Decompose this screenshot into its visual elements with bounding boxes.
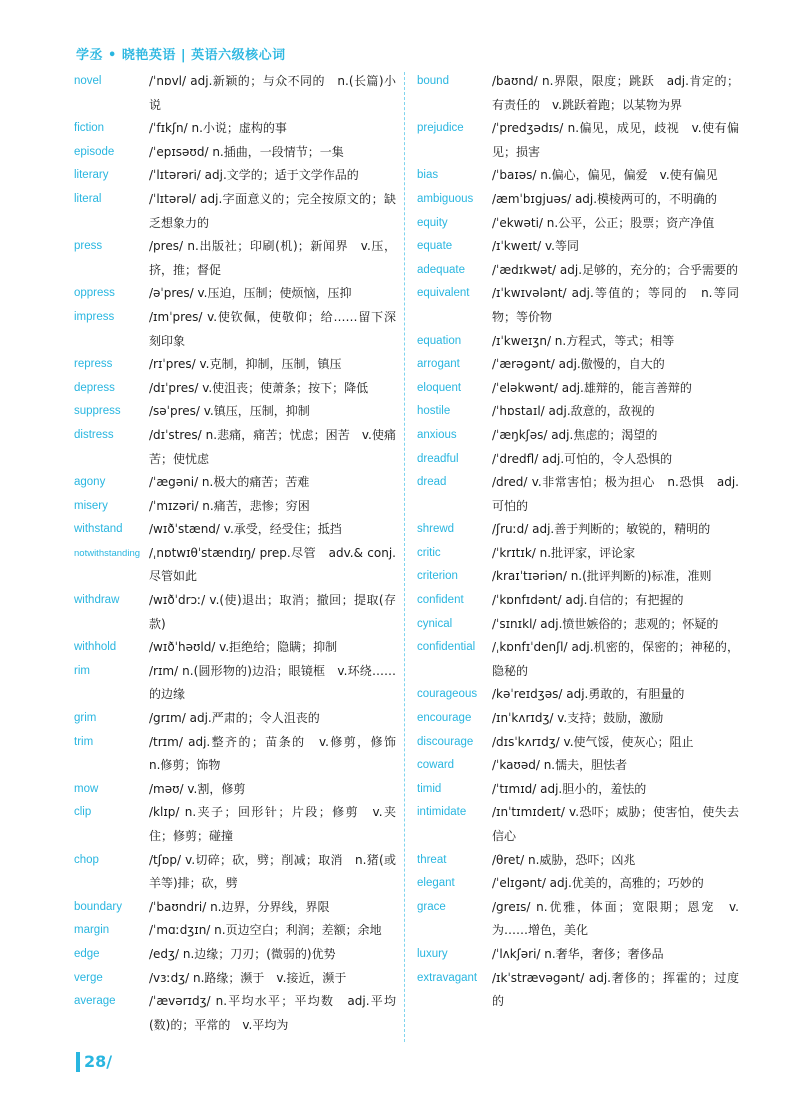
vocab-entry <box>74 518 396 542</box>
vocab-definition: /wɪðˈdrɔː/ v.(使)退出；取消；撤回；提取(存款) <box>149 593 396 631</box>
page-number: 28/ <box>76 1052 112 1072</box>
vocab-entry <box>74 377 396 401</box>
vocab-word: encourage <box>417 712 472 725</box>
vocab-entry <box>417 849 739 873</box>
vocab-entry <box>74 896 396 920</box>
vocab-definition: /greɪs/ n.优雅，体面；宽限期；恩宠 v.为……增色，美化 <box>492 899 739 938</box>
vocab-entry <box>417 636 739 683</box>
vocab-definition: /wɪðˈhəʊld/ v.拒绝给；隐瞒；抑制 <box>149 640 338 655</box>
vocab-word: depress <box>74 381 115 394</box>
vocab-word: dread <box>417 476 447 489</box>
vocab-definition: /trɪm/ adj.整齐的；苗条的 v.修剪，修饰 n.修剪；饰物 <box>149 734 409 773</box>
vocab-entry <box>74 542 396 589</box>
left-column <box>74 70 409 1037</box>
vocab-word: novel <box>74 75 102 87</box>
vocab-entry <box>74 495 396 519</box>
vocab-definition: /rɪm/ n.(圆形物的)边沿；眼镜框 v.环绕……的边缘 <box>149 663 396 702</box>
vocab-definition: /ˌnɒtwɪθˈstændɪŋ/ prep.尽管 adv.& conj.尽管如此 <box>149 545 396 584</box>
vocab-word: adequate <box>417 263 465 276</box>
vocab-entry <box>74 967 396 991</box>
vocab-definition: /kraɪˈtɪəriən/ n.(批评判断的)标准，准则 <box>492 569 712 584</box>
vocab-entry <box>417 589 739 613</box>
vocab-definition: /dɪsˈkʌrɪdʒ/ v.使气馁，使灰心；阻止 <box>492 734 694 749</box>
vocab-word: elegant <box>417 877 455 890</box>
vocab-word: arrogant <box>417 358 460 371</box>
page-header: 学丞 • 晓艳英语 | 英语六级核心词 <box>76 48 286 63</box>
vocab-word: clip <box>74 806 92 819</box>
vocab-entry <box>417 707 739 731</box>
vocab-entry <box>74 731 409 778</box>
vocab-word: critic <box>417 546 441 559</box>
vocab-definition: /ʃruːd/ adj.善于判断的；敏锐的，精明的 <box>492 522 711 537</box>
vocab-entry <box>417 471 739 518</box>
vocab-definition: /ˈmɪzəri/ n.痛苦，悲惨；穷困 <box>149 498 310 513</box>
vocab-entry <box>74 400 396 424</box>
vocab-entry <box>417 212 739 236</box>
vocab-entry <box>417 967 739 1014</box>
vocab-definition: /ˈkɒnfɪdənt/ adj.自信的；有把握的 <box>492 593 684 608</box>
vocab-word: timid <box>417 782 442 795</box>
vocab-definition: /ˈbaɪəs/ n.偏心，偏见，偏爱 v.使有偏见 <box>492 168 718 183</box>
vocab-entry <box>74 164 396 188</box>
vocab-definition: /ɪˈkweɪʒn/ n.方程式，等式；相等 <box>492 333 675 348</box>
vocab-word: grim <box>74 712 97 725</box>
vocab-word: literal <box>74 192 102 205</box>
vocab-entry <box>417 117 739 164</box>
right-column <box>417 70 739 1014</box>
vocab-entry <box>417 778 739 802</box>
vocab-entry <box>74 849 396 896</box>
vocab-entry <box>74 306 396 353</box>
vocab-entry <box>417 377 739 401</box>
vocab-definition: /ˈepɪsəʊd/ n.插曲，一段情节；一集 <box>149 144 344 159</box>
vocab-entry <box>417 683 739 707</box>
vocab-word: confidential <box>417 641 476 654</box>
vocab-word: dreadful <box>417 452 459 465</box>
vocab-definition: /ˈhɒstaɪl/ adj.敌意的，敌视的 <box>492 404 655 419</box>
vocab-entry <box>74 353 396 377</box>
vocab-word: edge <box>74 947 100 960</box>
vocab-word: extravagant <box>417 971 478 984</box>
vocab-entry <box>74 778 396 802</box>
vocab-definition: /ˈlɪtərəl/ adj.字面意义的；完全按原文的；缺乏想象力的 <box>149 191 396 230</box>
vocab-entry <box>417 565 739 589</box>
vocab-word: criterion <box>417 570 458 583</box>
vocab-definition: /ˈfɪkʃn/ n.小说；虚构的事 <box>149 121 287 136</box>
vocab-definition: /ˈæŋkʃəs/ adj.焦虑的；渴望的 <box>492 427 658 442</box>
vocab-entry <box>417 754 739 778</box>
vocab-definition: /ˈelɪgənt/ adj.优美的，高雅的；巧妙的 <box>492 876 704 891</box>
vocab-entry <box>74 235 396 282</box>
vocab-word: boundary <box>74 900 122 913</box>
vocab-word: grace <box>417 900 446 913</box>
vocab-definition: /θret/ n.威胁，恐吓；凶兆 <box>492 852 636 867</box>
vocab-definition: /kəˈreɪdʒəs/ adj.勇敢的，有胆量的 <box>492 687 685 702</box>
column-divider <box>404 72 405 1042</box>
vocab-entry <box>417 896 739 943</box>
vocab-definition: /æmˈbɪgjuəs/ adj.模棱两可的，不明确的 <box>492 191 718 206</box>
vocab-definition: /ˈsɪnɪkl/ adj.愤世嫉俗的；悲观的；怀疑的 <box>492 616 719 631</box>
vocab-entry <box>74 990 396 1037</box>
vocab-definition: /klɪp/ n.夹子；回形针；片段；修剪 v.夹住；修剪；碰撞 <box>149 805 396 843</box>
vocab-definition: /ˈtɪmɪd/ adj.胆小的，羞怯的 <box>492 781 647 796</box>
vocab-word: average <box>74 995 116 1008</box>
vocab-word: trim <box>74 735 94 748</box>
vocab-word: rim <box>74 664 90 677</box>
vocab-definition: /əˈpres/ v.压迫，压制；使烦恼，压抑 <box>149 286 352 301</box>
vocab-word: impress <box>74 310 115 323</box>
vocab-word: cynical <box>417 617 453 630</box>
vocab-word: courageous <box>417 688 478 701</box>
vocab-word: mow <box>74 782 99 795</box>
vocab-word: discourage <box>417 735 474 748</box>
vocab-word: eloquent <box>417 381 462 394</box>
vocab-word: notwithstanding <box>74 547 141 559</box>
vocab-word: withhold <box>74 641 117 654</box>
vocab-definition: /ˈpredʒədɪs/ n.偏见，成见，歧视 v.使有偏见；损害 <box>492 121 739 159</box>
vocab-entry <box>417 731 739 755</box>
vocab-word: luxury <box>417 947 448 960</box>
vocab-definition: /ˈekwəti/ n.公平，公正；股票；资产净值 <box>492 215 715 230</box>
vocab-definition: /ɪmˈpres/ v.使钦佩，使敬仰；给……留下深刻印象 <box>149 309 396 348</box>
vocab-word: confident <box>417 594 464 607</box>
vocab-entry <box>74 919 396 943</box>
vocab-entry <box>417 164 739 188</box>
vocab-definition: /tʃɒp/ v.切碎；砍，劈；削减；取消 n.猪(或羊等)排；砍，劈 <box>149 852 396 891</box>
vocab-word: margin <box>74 924 110 937</box>
vocab-entry <box>74 471 396 495</box>
vocab-entry <box>74 70 396 117</box>
vocab-definition: /məʊ/ v.割，修剪 <box>149 781 246 796</box>
vocab-word: intimidate <box>417 806 467 819</box>
vocab-definition: /ˈnɒvl/ adj.新颖的；与众不同的 n.(长篇)小说 <box>149 74 396 112</box>
vocab-entry <box>74 707 396 731</box>
vocab-entry <box>417 518 739 542</box>
vocab-entry <box>417 613 739 637</box>
vocab-entry <box>74 424 396 471</box>
vocab-word: withstand <box>74 523 123 536</box>
vocab-entry <box>417 801 739 848</box>
vocab-word: hostile <box>417 405 451 418</box>
vocab-word: withdraw <box>74 594 120 607</box>
vocab-definition: /ɪnˈkʌrɪdʒ/ v.支持；鼓励，激励 <box>492 711 664 726</box>
vocab-definition: /ˈkrɪtɪk/ n.批评家，评论家 <box>492 545 636 560</box>
vocab-entry <box>417 943 739 967</box>
vocab-definition: /ˈkaʊəd/ n.懦夫，胆怯者 <box>492 758 628 773</box>
vocab-entry <box>417 235 739 259</box>
vocab-word: agony <box>74 476 106 489</box>
vocab-word: shrewd <box>417 523 455 536</box>
vocab-definition: /dɪˈpres/ v.使沮丧；使萧条；按下；降低 <box>149 380 369 395</box>
vocab-word: episode <box>74 145 115 158</box>
vocab-word: equate <box>417 240 453 253</box>
vocab-entry <box>74 117 396 141</box>
vocab-word: repress <box>74 358 113 371</box>
vocab-entry <box>417 282 739 329</box>
vocab-definition: /ɪˈkwɪvələnt/ adj.等值的；等同的 n.等同物；等价物 <box>492 286 739 324</box>
vocab-definition: /ˈeləkwənt/ adj.雄辩的，能言善辩的 <box>492 380 692 395</box>
vocab-word: bound <box>417 75 449 87</box>
vocab-definition: /ˈmɑːdʒɪn/ n.页边空白；利润；差额；余地 <box>149 923 382 938</box>
vocab-word: literary <box>74 169 109 182</box>
vocab-entry <box>74 801 396 848</box>
vocab-definition: /ɪkˈstrævəgənt/ adj.奢侈的；挥霍的；过度的 <box>492 970 739 1009</box>
vocab-definition: /səˈpres/ v.镇压，压制，抑制 <box>149 404 310 419</box>
vocab-definition: /ˈædɪkwət/ adj.足够的，充分的；合乎需要的 <box>492 262 739 277</box>
vocab-word: anxious <box>417 428 457 441</box>
vocab-entry <box>74 141 396 165</box>
vocab-definition: /ˈægəni/ n.极大的痛苦；苦难 <box>149 475 310 490</box>
vocab-definition: /wɪðˈstænd/ v.承受，经受住；抵挡 <box>149 522 342 537</box>
vocab-word: misery <box>74 499 108 512</box>
vocab-entry <box>74 943 396 967</box>
vocab-word: prejudice <box>417 122 464 135</box>
vocab-word: suppress <box>74 405 121 418</box>
vocab-word: verge <box>74 971 103 984</box>
vocab-definition: /edʒ/ n.边缘；刀刃；(微弱的)优势 <box>149 946 336 961</box>
vocab-word: oppress <box>74 287 115 300</box>
vocab-entry <box>417 259 739 283</box>
vocab-definition: /grɪm/ adj.严肃的；令人沮丧的 <box>149 711 320 726</box>
vocab-word: equivalent <box>417 287 470 300</box>
vocab-word: equity <box>417 216 448 229</box>
vocab-entry <box>417 70 739 117</box>
vocab-entry <box>417 188 739 212</box>
vocab-definition: /ˈbaʊndri/ n.边界，分界线，界限 <box>149 899 330 914</box>
vocab-definition: /ˈlɪtərəri/ adj.文学的；适于文学作品的 <box>149 168 359 183</box>
vocab-word: ambiguous <box>417 192 474 205</box>
vocab-definition: /ˈærəgənt/ adj.傲慢的，自大的 <box>492 357 665 372</box>
vocab-word: fiction <box>74 122 105 135</box>
vocab-entry <box>74 636 396 660</box>
vocab-entry <box>417 400 739 424</box>
vocab-definition: /ɪˈkweɪt/ v.等同 <box>492 239 579 254</box>
vocab-definition: /dɪˈstres/ n.悲痛，痛苦；忧虑；困苦 v.使痛苦；使忧虑 <box>149 427 396 466</box>
vocab-definition: /ˈlʌkʃəri/ n.奢华，奢侈；奢侈品 <box>492 946 664 961</box>
vocab-definition: /pres/ n.出版社；印刷(机)；新闻界 v.压，挤，推；督促 <box>149 239 396 277</box>
vocab-entry <box>417 330 739 354</box>
vocab-entry <box>417 424 739 448</box>
vocab-entry <box>417 872 739 896</box>
vocab-word: press <box>74 240 103 253</box>
vocab-entry <box>74 188 396 235</box>
vocab-definition: /dred/ v.非常害怕；极为担心 n.恐惧 adj.可怕的 <box>492 475 739 513</box>
vocab-entry <box>417 448 739 472</box>
vocab-entry <box>417 542 739 566</box>
vocab-definition: /ˈdredfl/ adj.可怕的，令人恐惧的 <box>492 451 673 466</box>
vocab-definition: /ɪnˈtɪmɪdeɪt/ v.恐吓；威胁；使害怕，使失去信心 <box>492 805 739 843</box>
vocab-definition: /vɜːdʒ/ n.路缘；濒于 v.接近，濒于 <box>149 970 347 985</box>
vocab-definition: /ˈævərɪdʒ/ n.平均水平；平均数 adj.平均(数)的；平常的 v.平均为 <box>149 994 396 1032</box>
vocab-word: distress <box>74 428 114 441</box>
vocab-word: bias <box>417 169 439 182</box>
vocab-definition: /rɪˈpres/ v.克制，抑制，压制，镇压 <box>149 357 342 372</box>
vocab-word: threat <box>417 853 447 866</box>
vocab-entry <box>74 589 396 636</box>
vocab-definition: /ˌkɒnfɪˈdenʃl/ adj.机密的，保密的；神秘的，隐秘的 <box>492 640 739 678</box>
vocab-word: equation <box>417 334 462 347</box>
vocab-entry <box>417 353 739 377</box>
vocab-entry <box>74 282 396 306</box>
vocab-definition: /baʊnd/ n.界限，限度；跳跃 adj.肯定的；有责任的 v.跳跃着跑；以某物为界 <box>492 74 739 112</box>
vocab-word: chop <box>74 853 99 866</box>
vocab-word: coward <box>417 759 455 772</box>
vocab-entry <box>74 660 396 707</box>
